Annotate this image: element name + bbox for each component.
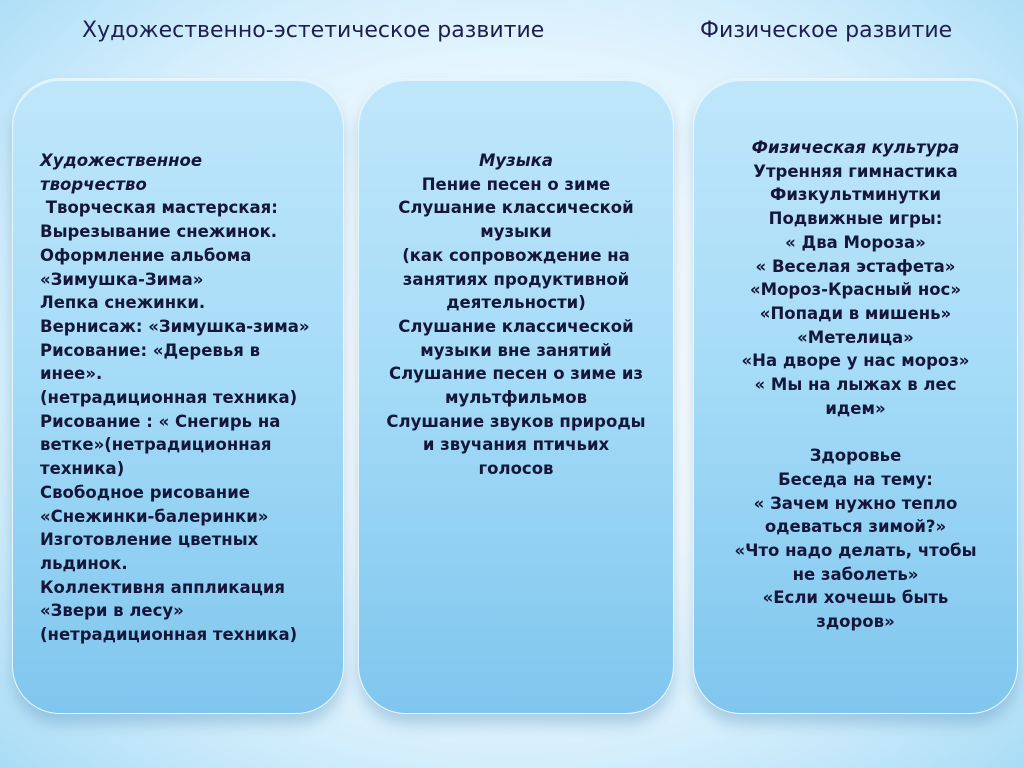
art-line: Изготовление цветных <box>40 530 259 550</box>
phys-line: Физкультминутки <box>769 185 942 205</box>
phys-line: «На дворе у нас мороз» <box>741 351 970 371</box>
phys-line: здоров» <box>816 612 895 632</box>
phys-line: не заболеть» <box>792 564 919 584</box>
art-line: «Звери в лесу» <box>40 601 184 621</box>
art-line: Творческая мастерская: <box>40 198 278 218</box>
phys-line: « Веселая эстафета» <box>755 256 956 276</box>
phys-line: «Метелица» <box>797 327 914 347</box>
art-title-line: Художественное <box>40 151 203 170</box>
music-list <box>359 149 673 481</box>
art-line: техника) <box>40 459 125 479</box>
music-line: Пение песен о зиме <box>421 174 611 194</box>
art-title-line: творчество <box>40 174 147 194</box>
art-line: Рисование: «Деревья в <box>40 340 261 360</box>
phys-title: Физическая культура <box>751 138 960 157</box>
art-line: Вернисаж: «Зимушка-зима» <box>40 316 310 336</box>
heading-physical-development: Физическое развитие <box>700 18 953 43</box>
phys-line: «Попади в мишень» <box>759 303 952 323</box>
music-line: занятиях продуктивной <box>402 269 630 289</box>
art-line: (нетрадиционная техника) <box>40 388 298 408</box>
card-artistic-creativity <box>12 78 344 714</box>
phys-line: «Если хочешь быть <box>762 588 949 608</box>
music-line: Слушание звуков природы <box>386 411 646 431</box>
art-line: «Зимушка-Зима» <box>40 269 204 289</box>
art-line: льдинок. <box>40 553 128 573</box>
phys-line: Утренняя гимнастика <box>753 161 958 181</box>
music-line: музыки вне занятий <box>420 340 612 360</box>
music-line: Слушание классической <box>398 198 634 218</box>
art-line: Рисование : « Снегирь на <box>40 411 281 431</box>
music-line: (как сопровождение на <box>402 245 630 265</box>
art-line: Оформление альбома <box>40 245 252 265</box>
music-line: музыки <box>480 222 552 242</box>
art-line: инее». <box>40 364 103 384</box>
music-title: Музыка <box>478 151 554 170</box>
art-line: (нетрадиционная техника) <box>40 625 298 645</box>
music-line: мультфильмов <box>444 388 588 408</box>
music-line: деятельности) <box>446 293 586 313</box>
music-line: Слушание песен о зиме из <box>388 364 643 384</box>
phys-line: Здоровье <box>809 446 902 466</box>
card-music <box>358 78 674 714</box>
art-line: Лепка снежинки. <box>40 293 206 313</box>
phys-line: « Мы на лыжах в лес <box>754 375 957 395</box>
phys-line: идем» <box>825 398 886 418</box>
music-line: голосов <box>478 459 554 479</box>
art-line: Вырезывание снежинок. <box>40 222 278 242</box>
art-line: «Снежинки-балеринки» <box>40 506 269 526</box>
physical-culture-list <box>694 136 1017 634</box>
art-line: Свободное рисование <box>40 482 250 502</box>
phys-spacer <box>694 420 1017 444</box>
heading-artistic-development: Художественно-эстетическое развитие <box>82 18 545 43</box>
phys-line: одеваться зимой?» <box>764 517 947 537</box>
phys-line: « Зачем нужно тепло <box>753 493 958 513</box>
art-line: ветке»(нетрадиционная <box>40 435 272 455</box>
artistic-creativity-list <box>40 149 310 647</box>
phys-line: Подвижные игры: <box>768 209 943 229</box>
phys-line: « Два Мороза» <box>785 232 926 252</box>
music-line: Слушание классической <box>398 316 634 336</box>
art-line: Коллективня аппликация <box>40 577 285 597</box>
card-physical-culture <box>693 78 1018 714</box>
phys-line: «Что надо делать, чтобы <box>734 540 977 560</box>
phys-line: Беседа на тему: <box>778 469 933 489</box>
phys-line: «Мороз-Красный нос» <box>749 280 961 300</box>
music-line: и звучания птичьих <box>422 435 610 455</box>
